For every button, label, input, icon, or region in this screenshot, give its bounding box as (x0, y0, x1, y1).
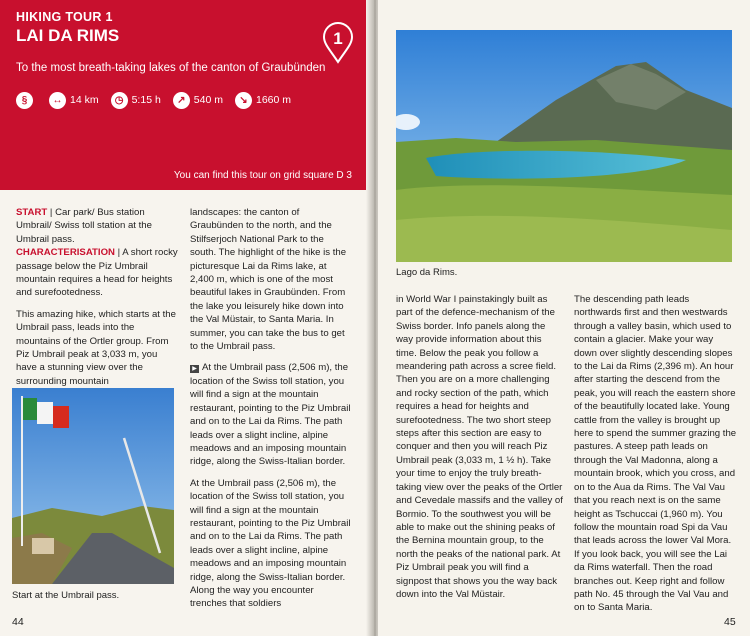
page-number-right: 45 (724, 616, 736, 628)
right-column-2 (574, 293, 738, 623)
left-column-2 (190, 206, 352, 619)
tour-number: 1 (333, 29, 343, 48)
page-number-left: 44 (12, 616, 24, 628)
photo-caption-left: Start at the Umbrail pass. (12, 590, 120, 601)
descent-paragraph: The descending path leads northwards first and then westwards through a valley basin, which used to contain a glacier. Make your way down over slightly descending slopes to the Lai da Rims (2,396 m). An hour after starting the descend from the peak, you will reach the eastern shore of the beautifully located lake. Young cattle from the valley is brought up here to spend the summer grazing the pastures. A steep path leads on through the Val Madonna, along a mountain brook, which you cross, and on to the Aua da Rims. The Val Vau that you reach next is on the same height as Tschuccai (1,960 m). You follow the mountain road Spi da Vau that leads across the lower Val Mora. If you look back, you will see the Lai da Rims waterfall. Then the road branches out. Keep right and follow path No. 45 through the Val Vau and on to Santa Maria. (574, 294, 737, 614)
intro-paragraph: This amazing hike, which starts at the Umbrail pass, leads into the mountains of the Ortler group. From Piz Umbrail peak at 3,033 m, you have a stunning view over the surrounding mountain (16, 308, 176, 387)
stat-ascent: ↗ 540 m (173, 92, 223, 109)
distance-icon: ↔ (49, 92, 66, 109)
photo-caption-right: Lago da Rims. (396, 267, 458, 278)
pass-paragraph-2: At the Umbrail pass (2,506 m), the location of the Swiss toll station, you will find a sign at the mountain restaurant, pointing to the Piz Umbrail and on to the Lai da Rims. The path leads over a slight incline, alpine meadows and an imposing mountain ridge, along the Swiss-Italian border. Along the way you encounter trenches that soldiers (190, 477, 351, 610)
route-icon: § (16, 92, 33, 109)
stats-row (16, 90, 303, 110)
lake-photo (396, 30, 732, 262)
tour-subtitle: To the most breath-taking lakes of the canton of Graubünden (16, 62, 326, 74)
ascent-paragraph: in World War I painstakingly built as part of the defence-mechanism of the Swiss border. Info panels along the way provide information about this time. Below the peak you follow a meandering path across a scree field. Then you are on a more challenging and rocky section of the path, which requires a head for heights and surefootedness. The two short steep steps after this section are easy to conquer and then you will reach Piz Umbrail peak (3,033 m, 1 ½ h). Take your time to enjoy the truly breath-taking view over the peaks of the Ortler and Cevedale massifs and the valley of Bormio. To the southwest you will be able to make out the shining peaks of the Bernina mountain group, to the north the peaks of the national park. At Piz Umbrail peak you will find a signpost that shows you the way back down into the Val Müstair. (396, 294, 563, 600)
umbrail-pass-image (12, 388, 174, 584)
landscape-paragraph: landscapes: the canton of Graubünden to the north, and the Stilfserjoch National Park to the south. The highlight of the hike is the picturesque Lai da Rims lake, at 2,400 m, which is one of the most beautiful lakes in Graubünden. From the lake you leisurely hike down into the Val Müstair, to Santa Maria. In summer, you can take the bus to get to the Umbrail pass. (190, 207, 347, 353)
lago-da-rims-image (396, 30, 732, 262)
tour-title: LAI DA RIMS (16, 26, 120, 45)
tour-label: HIKING TOUR 1 (16, 10, 113, 24)
arrow-marker-icon: ▶ (190, 365, 199, 373)
stat-distance: ↔ 14 km (49, 92, 99, 109)
grid-note: You can find this tour on grid square D 3 (173, 170, 352, 181)
stat-descent: ↘ 1660 m (235, 92, 291, 109)
clock-icon: ◷ (111, 92, 128, 109)
right-column-1 (396, 293, 564, 609)
left-page (0, 0, 372, 636)
stat-duration: ◷ 5:15 h (111, 92, 161, 109)
stat-route (16, 92, 37, 109)
left-column-1 (16, 206, 179, 396)
descent-icon: ↘ (235, 92, 252, 109)
umbrail-pass-photo (12, 388, 174, 584)
pass-paragraph: ▶ At the Umbrail pass (2,506 m), the location of the Swiss toll station, you will find a sign at the mountain restaurant, pointing to the Piz Umbrail and on to the Lai da Rims. The path leads over a slight incline, alpine meadows and an imposing mountain ridge, along the Swiss-Italian border. (190, 362, 351, 468)
ascent-icon: ↗ (173, 92, 190, 109)
start-paragraph: START | Car park/ Bus station Umbrail/ Swiss toll station at the Umbrail pass. CHARACTERISATION | A short rocky passage below the Piz Umbrail mountain requires a head for heights and surefootedness. (16, 207, 178, 299)
header-band (0, 0, 372, 190)
right-page (378, 0, 750, 636)
tour-number-marker-icon (322, 22, 354, 64)
